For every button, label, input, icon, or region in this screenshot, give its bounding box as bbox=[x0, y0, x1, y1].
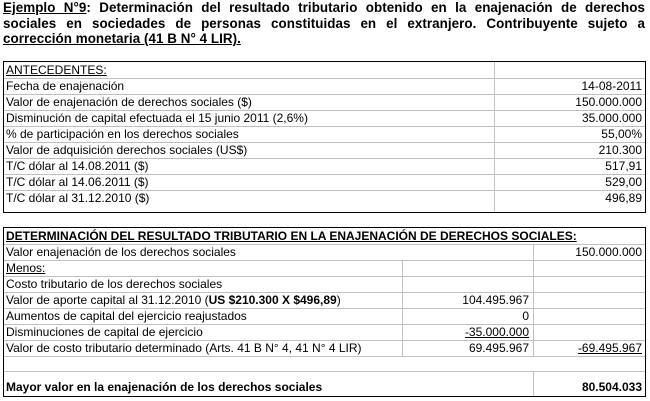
row-value: 529,00 bbox=[605, 175, 642, 189]
row-total: 80.504.033 bbox=[581, 380, 642, 394]
row-label: Disminuciones de capital de ejercicio bbox=[6, 325, 203, 339]
example-number: Ejemplo N°9 bbox=[3, 0, 87, 15]
document-title bbox=[3, 0, 645, 47]
row-label: % de participación en los derechos sociales bbox=[6, 127, 239, 141]
row-value: 14-08-2011 bbox=[581, 79, 642, 93]
table-row bbox=[4, 276, 645, 292]
table-row bbox=[4, 78, 645, 94]
table-row bbox=[4, 260, 645, 276]
row-value: 35.000.000 bbox=[581, 111, 642, 125]
row-label: Fecha de enajenación bbox=[6, 79, 125, 93]
row-total: -69.495.967 bbox=[577, 341, 642, 355]
row-label: T/C dólar al 14.08.2011 ($) bbox=[6, 159, 149, 173]
antecedentes-table bbox=[3, 61, 646, 213]
title-last-line: corrección monetaria (41 B N° 4 LIR). bbox=[3, 31, 241, 46]
table-row bbox=[4, 110, 645, 126]
row-label: Valor de aporte capital al 31.12.2010 (US $210.300 X $496,89) bbox=[6, 293, 341, 307]
row-label: Aumentos de capital del ejercicio reajustados bbox=[6, 309, 247, 323]
table-row bbox=[4, 190, 645, 206]
table-row bbox=[4, 244, 645, 260]
antecedentes-header: ANTECEDENTES: bbox=[6, 63, 107, 77]
row-value: -35.000.000 bbox=[464, 325, 529, 339]
row-value: 517,91 bbox=[605, 159, 642, 173]
determinacion-header-row bbox=[4, 228, 645, 244]
row-value: 0 bbox=[522, 309, 529, 323]
row-value: 150.000.000 bbox=[575, 95, 642, 109]
antecedentes-header-row bbox=[4, 62, 645, 78]
determinacion-table bbox=[3, 227, 646, 397]
table-row bbox=[4, 340, 645, 356]
row-label: Disminución de capital efectuada el 15 junio 2011 (2,6%) bbox=[6, 111, 308, 125]
table-row bbox=[4, 142, 645, 158]
table-row bbox=[4, 94, 645, 110]
table-row bbox=[4, 174, 645, 190]
row-label: T/C dólar al 31.12.2010 ($) bbox=[6, 191, 150, 205]
row-value: 210.300 bbox=[598, 143, 642, 157]
row-value: 104.495.967 bbox=[462, 293, 529, 307]
row-label: Valor de enajenación de derechos sociales ($) bbox=[6, 95, 252, 109]
row-value: 55,00% bbox=[601, 127, 642, 141]
row-label: Mayor valor en la enajenación de los derechos sociales bbox=[6, 380, 323, 394]
table-row bbox=[4, 308, 645, 324]
table-row bbox=[4, 292, 645, 308]
row-label: T/C dólar al 14.06.2011 ($) bbox=[6, 175, 149, 189]
row-value: 496,89 bbox=[605, 191, 642, 205]
row-label: Costo tributario de los derechos sociales bbox=[6, 277, 223, 291]
table-row bbox=[4, 324, 645, 340]
menos-label: Menos: bbox=[6, 261, 46, 275]
row-label: Valor de costo tributario determinado (Arts. 41 B N° 4, 41 N° 4 LIR) bbox=[6, 341, 362, 355]
title-text: : Determinación del resultado tributario obtenido en la enajenación de derechos sociales en sociedades de personas constituidas en el extranjero. Contribuyente sujeto a bbox=[3, 0, 645, 31]
table-row bbox=[4, 126, 645, 142]
row-value: 69.495.967 bbox=[468, 341, 529, 355]
table-row bbox=[4, 379, 645, 395]
row-label: Valor de adquisición derechos sociales (US$) bbox=[6, 143, 248, 157]
determinacion-header: DETERMINACIÓN DEL RESULTADO TRIBUTARIO EN LA ENAJENACIÓN DE DERECHOS SOCIALES: bbox=[6, 229, 577, 243]
table-row bbox=[4, 158, 645, 174]
row-label: Valor enajenación de los derechos sociales bbox=[6, 245, 236, 259]
row-total: 150.000.000 bbox=[575, 245, 642, 259]
